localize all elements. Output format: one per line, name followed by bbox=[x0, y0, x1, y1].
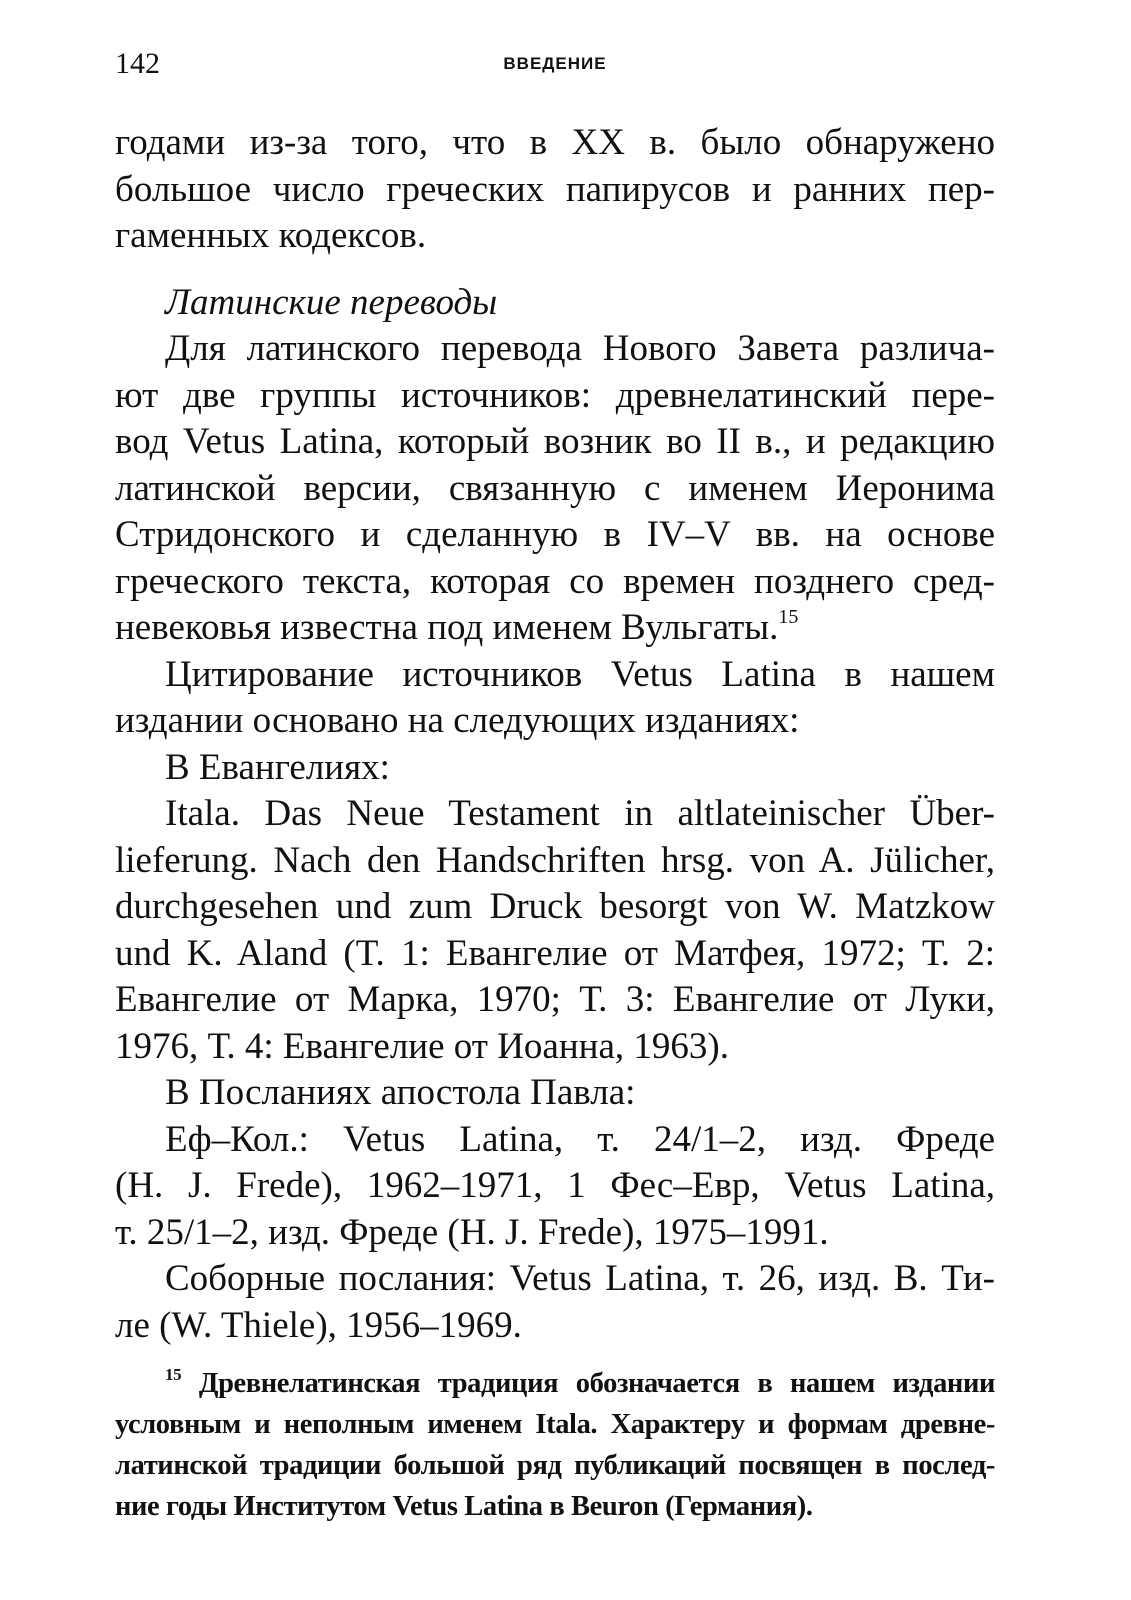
book-page bbox=[115, 0, 995, 1600]
gospels-label: В Евангелиях: bbox=[165, 746, 390, 788]
text-line: т. 25/1–2, изд. Фреде (H. J. Frede), 1975–1991. bbox=[115, 1211, 829, 1253]
footnote-text: Древнелатинская традиция обозначается в нашем издании bbox=[198, 1368, 995, 1399]
text-line: большое число греческих папирусов и ранних пер- bbox=[115, 168, 995, 210]
footnote-line: ние годы Институтом Vetus Latina в Beuron (Германия). bbox=[115, 1491, 813, 1522]
text-line: (H. J. Frede), 1962–1971, 1 Фес–Евр, Vetus Latina, bbox=[115, 1165, 995, 1206]
text-line: издании основано на следующих изданиях: bbox=[115, 700, 800, 741]
text-line: ют две группы источников: древнелатинский пере- bbox=[115, 374, 995, 416]
text-line: Цитирование источников Vetus Latina в нашем bbox=[165, 653, 995, 695]
text-line: Евангелие от Марка, 1970; Т. 3: Евангелие от Луки, bbox=[115, 979, 995, 1020]
text-line: Для латинского перевода Нового Завета различа- bbox=[165, 328, 995, 369]
text-line: ле (W. Thiele), 1956–1969. bbox=[115, 1304, 522, 1346]
text-line: 1976, Т. 4: Евангелие от Иоанна, 1963). bbox=[115, 1025, 729, 1067]
text-line: невековья известна под именем Вульгаты. bbox=[115, 607, 779, 648]
text-line: гаменных кодексов. bbox=[115, 215, 427, 256]
text-line: вод Vetus Latina, который возник во II в., и редакцию bbox=[115, 421, 995, 462]
footnote-reference[interactable]: 15 bbox=[778, 606, 799, 628]
footnote-line bbox=[115, 1363, 995, 1404]
text-line: Itala. Das Neue Testament in altlateinischer Über- bbox=[165, 793, 995, 834]
text-line: Стридонского и сделанную в IV–V вв. на основе bbox=[115, 514, 995, 555]
pauline-label: В Посланиях апостола Павла: bbox=[165, 1072, 636, 1113]
section-title: ВВЕДЕНИЕ bbox=[503, 54, 607, 73]
text-line: Соборные послания: Vetus Latina, т. 26, изд. В. Ти- bbox=[165, 1258, 995, 1299]
text-line: латинской версии, связанную с именем Иеронима bbox=[115, 467, 995, 509]
text-line: und K. Aland (T. 1: Евангелие от Матфея, 1972; Т. 2: bbox=[115, 932, 995, 974]
footnote-line: латинской традиции большой ряд публикаций посвящен в послед- bbox=[115, 1450, 995, 1481]
main-text bbox=[115, 120, 995, 1349]
text-line: durchgesehen und zum Druck besorgt von W. Matzkow bbox=[115, 886, 995, 927]
text-line: Еф–Кол.: Vetus Latina, т. 24/1–2, изд. Фреде bbox=[165, 1118, 995, 1160]
page-number: 142 bbox=[115, 47, 160, 80]
text-line: греческого текста, которая со времен позднего сред- bbox=[115, 560, 995, 602]
footnote bbox=[115, 1363, 995, 1527]
text-line: lieferung. Nach den Handschriften hrsg. von A. Jülicher, bbox=[115, 839, 995, 881]
subsection-heading: Латинские переводы bbox=[165, 281, 498, 323]
footnote-line: условным и неполным именем Itala. Характеру и формам древне- bbox=[115, 1409, 995, 1440]
footnote-marker: 15 bbox=[165, 1365, 182, 1384]
text-line: годами из-за того, что в XX в. было обнаружено bbox=[115, 122, 995, 163]
running-head bbox=[115, 44, 995, 84]
text-line-with-note bbox=[115, 605, 995, 652]
